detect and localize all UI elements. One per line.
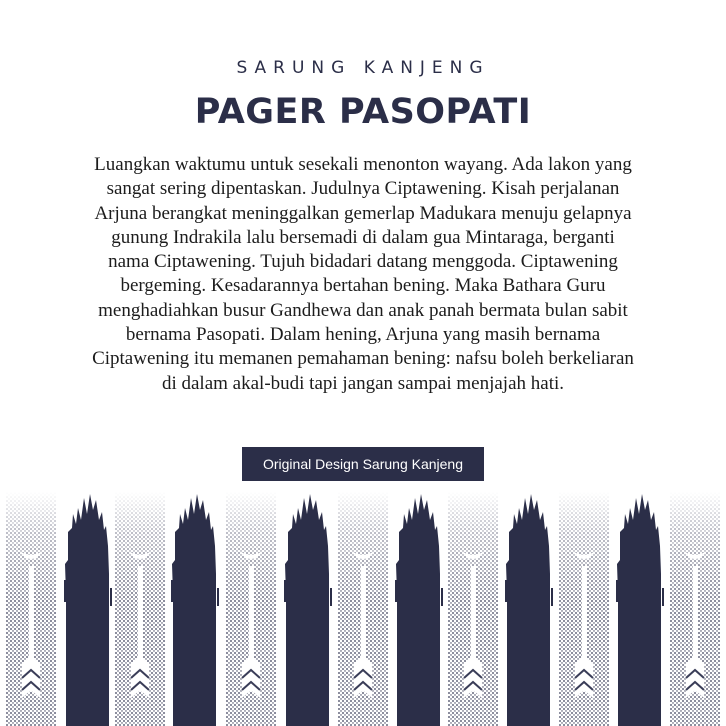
pattern-unit-5	[448, 492, 553, 726]
brand-kicker: SARUNG KANJENG	[236, 58, 490, 78]
design-credit-badge: Original Design Sarung Kanjeng	[242, 447, 484, 481]
arrow-motif-icon	[670, 492, 720, 726]
flame-motif-icon	[395, 494, 443, 726]
pattern-unit-6	[559, 492, 664, 726]
pattern-unit-2	[115, 492, 219, 726]
pattern-unit-1	[6, 492, 112, 726]
arrow-motif-icon	[448, 492, 498, 726]
pattern-unit-4	[338, 492, 443, 726]
pasopati-pattern	[0, 484, 726, 726]
arrow-motif-icon	[115, 492, 165, 726]
flame-motif-icon	[171, 494, 219, 726]
story-paragraph: Luangkan waktumu untuk sesekali menonton wayang. Ada lakon yang sangat sering dipentaskan. Judulnya Ciptawening. Kisah perjalanan Arjuna berangkat meninggalkan gemerlap Madukara menuju gelapnya gunung Indrakila lalu bersemadi di dalam gua Mintaraga, berganti nama Ciptawening. Tujuh bidadari datang menggoda. Ciptawening bergeming. Kesadarannya bertahan bening. Maka Bathara Guru menghadiahkan busur Gandhewa dan anak panah bermata bulan sabit bernama Pasopati. Dalam hening, Arjuna yang masih bernama Ciptawening itu memanen pemahaman bening: nafsu boleh berkeliaran di dalam akal-budi tapi jangan sampai menjajah hati.	[92, 154, 634, 394]
flame-motif-icon	[616, 494, 664, 726]
arrow-motif-icon	[6, 492, 56, 726]
arrow-motif-icon	[338, 492, 388, 726]
arrow-motif-icon	[226, 492, 276, 726]
flame-motif-icon	[284, 494, 332, 726]
pattern-unit-3	[226, 492, 332, 726]
flame-motif-icon	[505, 494, 553, 726]
pattern-unit-7-partial	[670, 492, 720, 726]
page-title: PAGER PASOPATI	[194, 92, 532, 132]
flame-motif-icon	[64, 494, 112, 726]
arrow-motif-icon	[559, 492, 609, 726]
